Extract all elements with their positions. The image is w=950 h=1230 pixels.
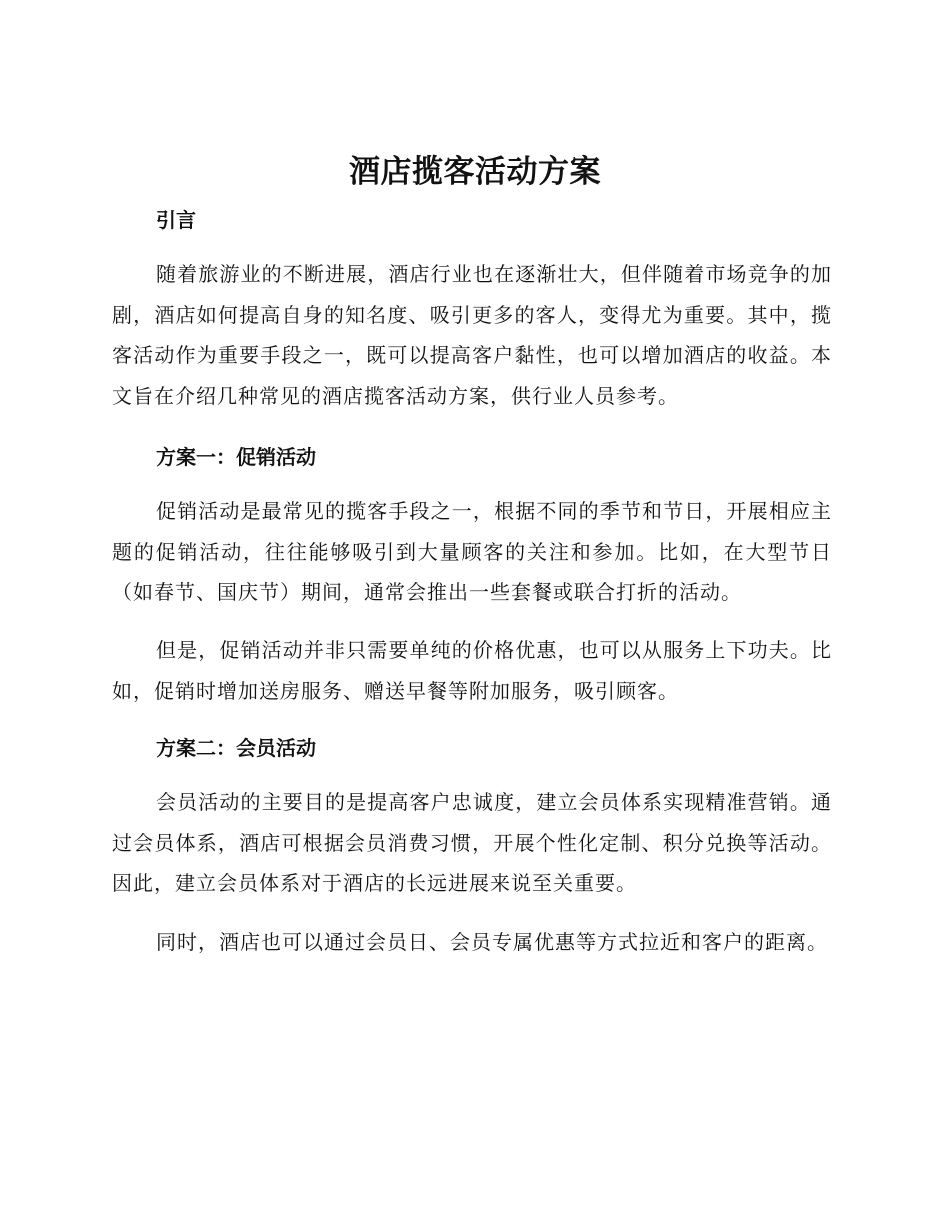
paragraph-membership-1: 会员活动的主要目的是提高客户忠诚度，建立会员体系实现精准营销。通过会员体系，酒店可根据会员消费习惯，开展个性化定制、积分兑换等活动。因此，建立会员体系对于酒店的长远进展来说至关重要。 [112, 790, 832, 895]
section-heading-membership: 方案二：会员活动 [156, 736, 316, 760]
paragraph-promotion-1: 促销活动是最常见的揽客手段之一，根据不同的季节和节日，开展相应主题的促销活动，往往能够吸引到大量顾客的关注和参加。比如，在大型节日（如春节、国庆节）期间，通常会推出一些套餐或联合打折的活动。 [112, 499, 832, 604]
paragraph-promotion-2: 但是，促销活动并非只需要单纯的价格优惠，也可以从服务上下功夫。比如，促销时增加送房服务、赠送早餐等附加服务，吸引顾客。 [112, 638, 832, 703]
paragraph-membership-2: 同时，酒店也可以通过会员日、会员专属优惠等方式拉近和客户的距离。 [156, 930, 828, 954]
paragraph-introduction: 随着旅游业的不断进展，酒店行业也在逐渐壮大，但伴随着市场竞争的加剧，酒店如何提高自身的知名度、吸引更多的客人，变得尤为重要。其中，揽客活动作为重要手段之一，既可以提高客户黏性，也可以增加酒店的收益。本文旨在介绍几种常见的酒店揽客活动方案，供行业人员参考。 [112, 262, 832, 408]
section-heading-introduction: 引言 [156, 208, 196, 232]
document-title: 酒店揽客活动方案 [349, 154, 601, 190]
section-heading-promotion: 方案一：促销活动 [156, 445, 316, 469]
